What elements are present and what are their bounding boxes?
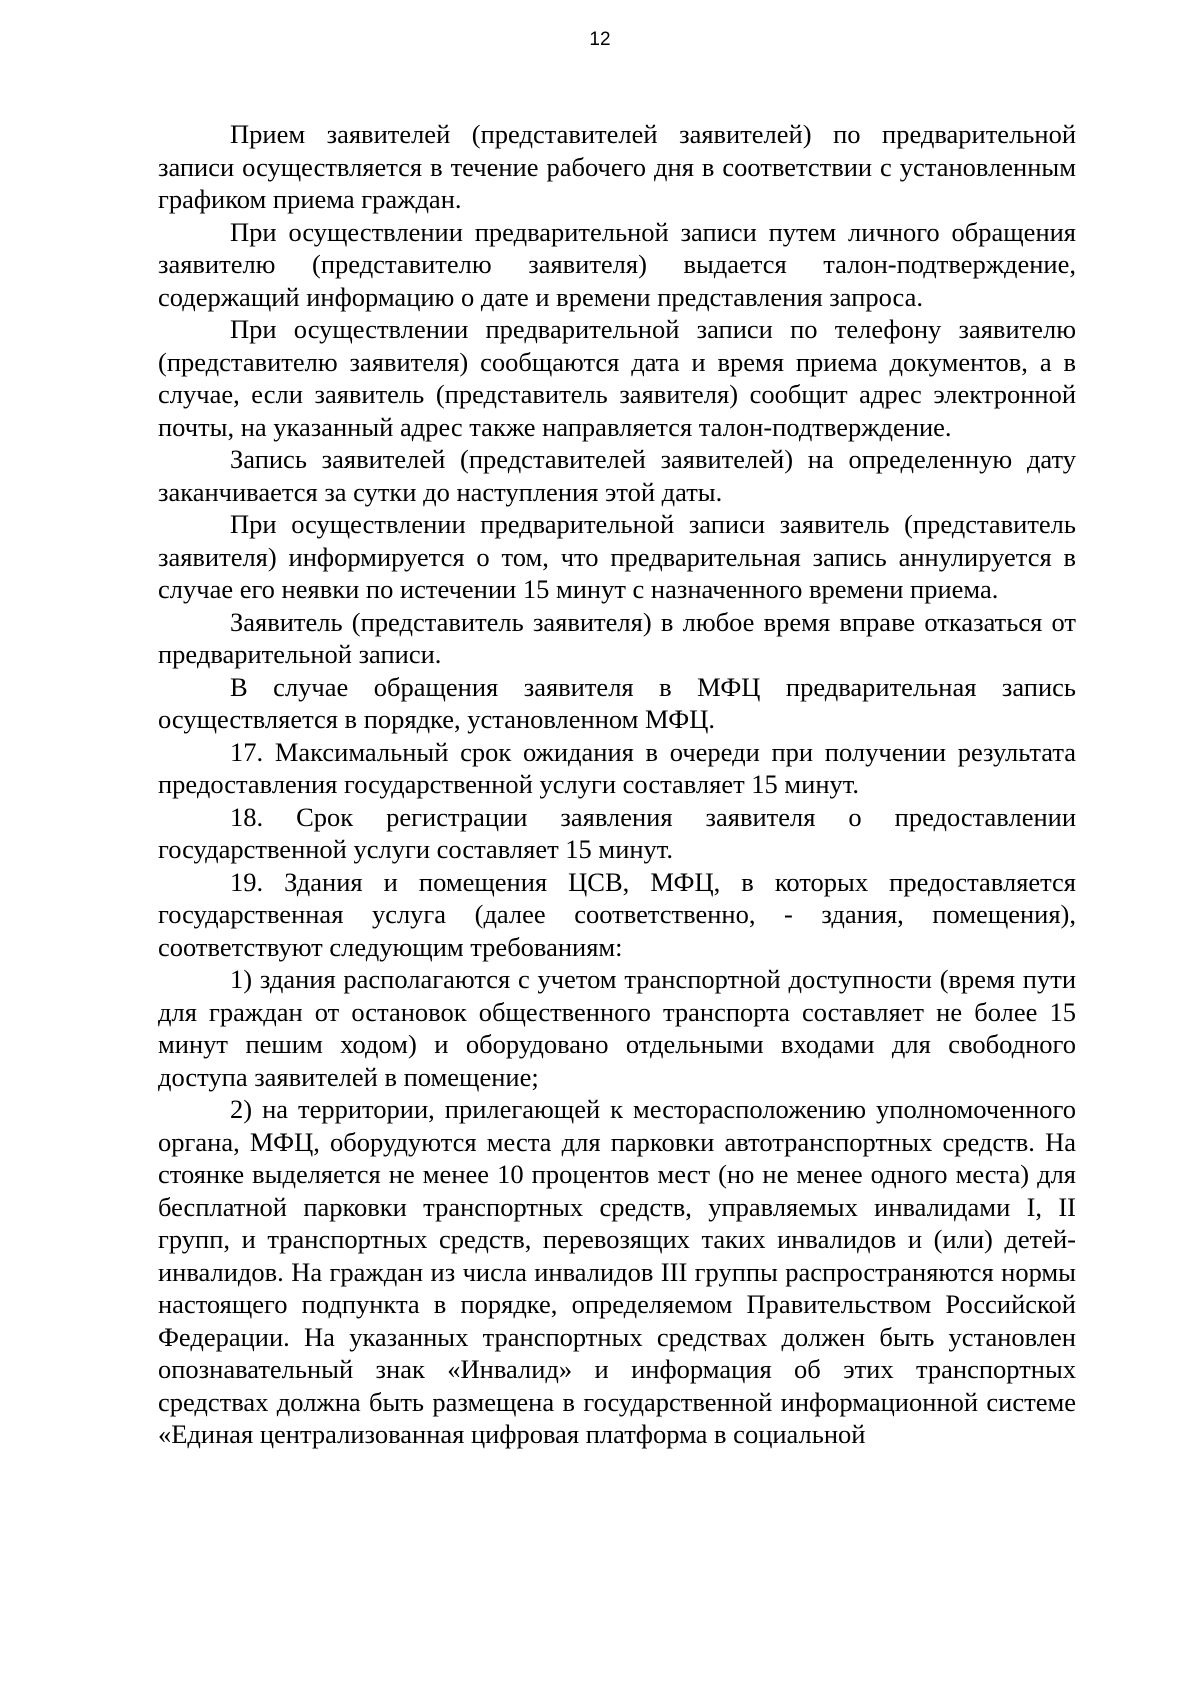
- paragraph-record-cancellation: При осуществлении предварительной записи заявитель (представитель заявителя) информируется о том, что предварительная запись аннулируется в случае его неявки по истечении 15 минут с назначенного времени приема.: [158, 509, 1076, 604]
- paragraph-item-18: 18. Срок регистрации заявления заявителя о предоставлении государственной услуги составляет 15 минут.: [158, 801, 1076, 864]
- paragraph-phone-record: При осуществлении предварительной записи по телефону заявителю (представителю заявителя) сообщаются дата и время приема документов, а в случае, если заявитель (представитель заявителя) сообщит адрес электронной почты, на указанный адрес также направляется талон-подтверждение.: [158, 314, 1076, 442]
- paragraph-preliminary-record-reception: Прием заявителей (представителей заявителей) по предварительной записи осуществляется в течение рабочего дня в соответствии с установленным графиком приема граждан.: [158, 119, 1076, 214]
- paragraph-personal-appeal-ticket: При осуществлении предварительной записи путем личного обращения заявителю (представителю заявителя) выдается талон-подтверждение, содержащий информацию о дате и времени представления запроса.: [158, 216, 1076, 312]
- paragraph-refusal-right: Заявитель (представитель заявителя) в любое время вправе отказаться от предварительной записи.: [158, 606, 1076, 669]
- page-number: 12: [589, 29, 611, 50]
- paragraph-subitem-2: 2) на территории, прилегающей к месторасположению уполномоченного органа, МФЦ, оборудуются места для парковки автотранспортных средств. На стоянке выделяется не менее 10 процентов мест (но не менее одного места) для бесплатной парковки транспортных средств, управляемых инвалидами I, II групп, и транспортных средств, перевозящих таких инвалидов и (или) детей-инвалидов. На граждан из числа инвалидов III группы распространяются нормы настоящего подпункта в порядке, определяемом Правительством Российской Федерации. На указанных транспортных средствах должен быть установлен опознавательный знак «Инвалид» и информация об этих транспортных средствах должна быть размещена в государственной информационной системе «Единая централизованная цифровая платформа в социальной: [158, 1094, 1076, 1449]
- paragraph-mfc-record: В случае обращения заявителя в МФЦ предварительная запись осуществляется в порядке, установленном МФЦ.: [158, 671, 1076, 734]
- document-body: [158, 118, 1076, 1451]
- paragraph-subitem-1: 1) здания располагаются с учетом транспортной доступности (время пути для граждан от остановок общественного транспорта составляет не более 15 минут пешим ходом) и оборудовано отдельными входами для свободного доступа заявителей в помещение;: [158, 964, 1076, 1092]
- paragraph-record-deadline: Запись заявителей (представителей заявителей) на определенную дату заканчивается за сутки до наступления этой даты.: [158, 444, 1076, 507]
- paragraph-item-17: 17. Максимальный срок ожидания в очереди при получении результата предоставления государственной услуги составляет 15 минут.: [158, 736, 1076, 799]
- paragraph-item-19: 19. Здания и помещения ЦСВ, МФЦ, в которых предоставляется государственная услуга (далее соответственно, - здания, помещения), соответствуют следующим требованиям:: [158, 866, 1076, 962]
